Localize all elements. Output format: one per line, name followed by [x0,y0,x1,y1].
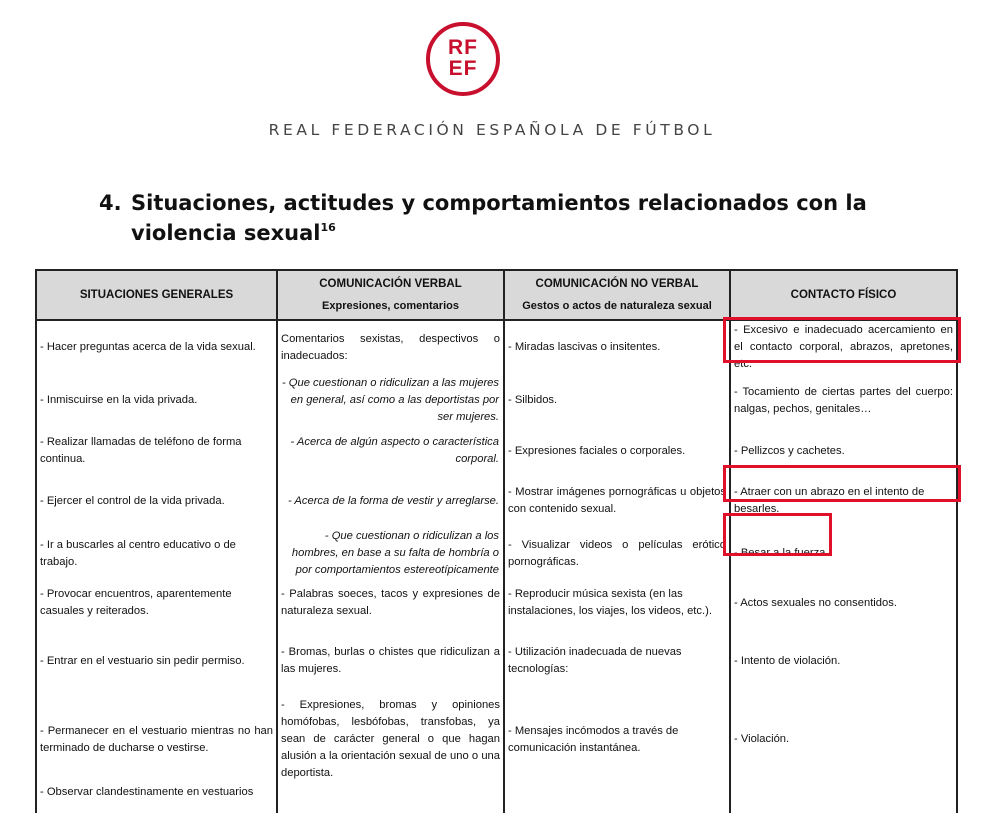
cell: - Realizar llamadas de teléfono de forma continua. [36,427,277,475]
cell: - Miradas lascivas o insitentes. [504,320,730,374]
cell: - Actos sexuales no consentidos. [730,580,957,626]
header-title: COMUNICACIÓN VERBAL [319,277,462,290]
header-title: COMUNICACIÓN NO VERBAL [535,277,699,290]
table-row [36,580,957,626]
header-subtitle: Gestos o actos de naturaleza sexual [522,299,712,312]
table-row [36,626,957,696]
cell: - Mensajes incómodos a través de comunicación instantánea. [504,696,730,783]
highlight-box [723,465,961,502]
cell: - Bromas, burlas o chistes que ridiculizan a las mujeres. [277,626,504,696]
cell: - Acerca de algún aspecto o característica corporal. [277,427,504,475]
cell: - Expresiones faciales o corporales. [504,427,730,475]
section-number: 4. [99,191,122,215]
cell: - Utilización inadecuada de nuevas tecnologías: [504,626,730,696]
table-row [36,696,957,783]
highlight-box [723,317,961,363]
cell: - Ir a buscarles al centro educativo o de trabajo. [36,527,277,580]
cell: - Entrar en el vestuario sin pedir permiso. [36,626,277,696]
header-subtitle: Expresiones, comentarios [322,299,459,312]
cell: - Excesivo e inadecuado acercamiento en el contacto corporal, abrazos, apretones, etc. [730,320,957,374]
rfef-logo [426,22,500,96]
cell: - Reproducir música sexista (en las instalaciones, los viajes, los videos, etc.). [504,580,730,626]
cell: - Violación. [730,696,957,783]
cell: - Que cuestionan o ridiculizan a las mujeres en general, así como a las deportistas por ser mujeres. [277,374,504,427]
header-contacto [730,270,957,320]
cell: - Palabras soeces, tacos y expresiones de naturaleza sexual. [277,580,504,626]
table-header-row [36,270,957,320]
cell: - Provocar encuentros, aparentemente casuales y reiterados. [36,580,277,626]
section-title-text: Situaciones, actitudes y comportamientos relacionados con la violencia sexual [131,191,867,245]
section-title [131,188,891,248]
cell: - Expresiones, bromas y opiniones homófobas, lesbófobas, transfobas, ya sean de carácter general o que hagan alusión a la orientación sexual de uno o una deportista. [277,696,504,783]
cell: - Besar a la fuerza. [730,527,957,580]
logo-line-1: RF [448,36,478,59]
cell: - Pellizcos y cachetes. [730,427,957,475]
header-title: CONTACTO FÍSICO [790,288,897,301]
cell: - Silbidos. [504,374,730,427]
cell: - Ejercer el control de la vida privada. [36,475,277,527]
header-no-verbal [504,270,730,320]
logo-line-2: EF [448,57,478,80]
cell: - Atraer con un abrazo en el intento de besarles. [730,475,957,527]
cell: - Que cuestionan o ridiculizan a los hombres, en base a su falta de hombría o por comportamientos estereotípicamente [277,527,504,580]
cell: - Acerca de la forma de vestir y arreglarse. [277,475,504,527]
org-name: REAL FEDERACIÓN ESPAÑOLA DE FÚTBOL [268,121,716,139]
cell: - Permanecer en el vestuario mientras no han terminado de ducharse o vestirse. [36,696,277,783]
cell: - Observar clandestinamente en vestuarios [36,783,277,813]
cell: - Intento de violación. [730,626,957,696]
cell: Comentarios sexistas, despectivos o inadecuados: [277,320,504,374]
footnote-ref: 16 [320,221,336,234]
table-row [36,374,957,427]
table-row [36,783,957,813]
header-situaciones [36,270,277,320]
cell: - Inmiscuirse en la vida privada. [36,374,277,427]
cell: - Mostrar imágenes pornográficas u objetos con contenido sexual. [504,475,730,527]
cell: - Tocamiento de ciertas partes del cuerpo: nalgas, pechos, genitales… [730,374,957,427]
cell [277,783,504,813]
header-title: SITUACIONES GENERALES [79,288,234,301]
cell: - Visualizar videos o películas erótico pornográficas. [504,527,730,580]
highlight-box [723,513,832,556]
cell: - Hacer preguntas acerca de la vida sexual. [36,320,277,374]
cell [730,783,957,813]
cell [504,783,730,813]
header [0,0,984,150]
header-verbal [277,270,504,320]
